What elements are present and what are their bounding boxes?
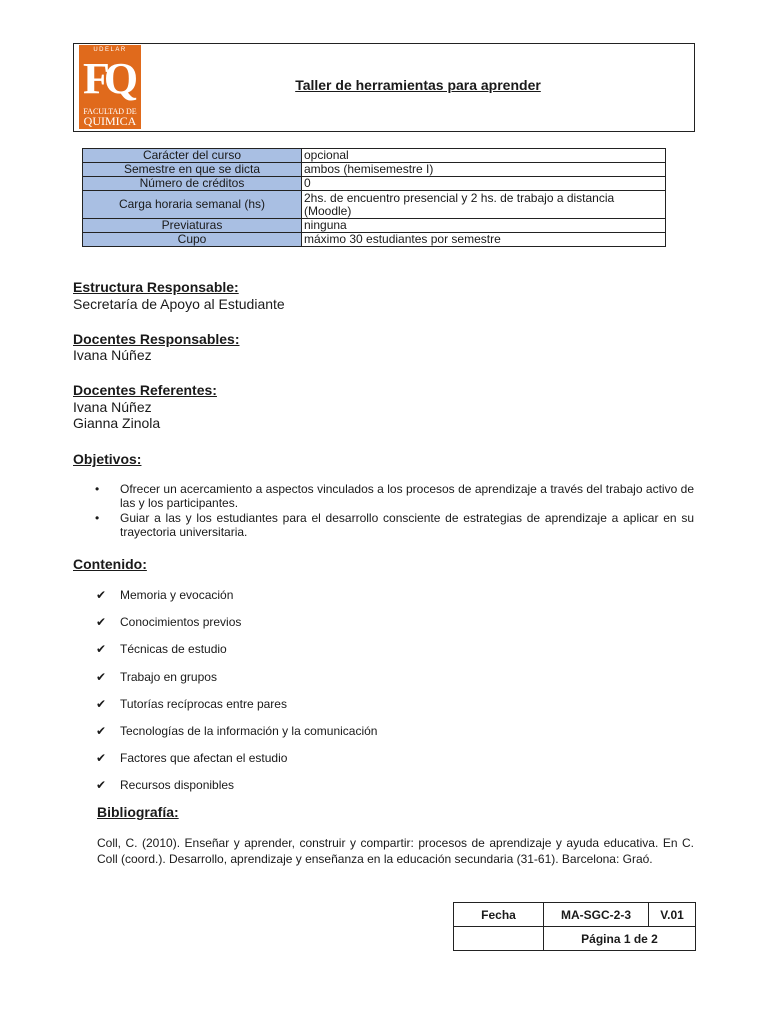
- contenido-item: Factores que afectan el estudio: [120, 751, 288, 765]
- estructura-value: Secretaría de Apoyo al Estudiante: [73, 296, 285, 312]
- bibliografia-text: Coll, C. (2010). Enseñar y aprender, construir y compartir: procesos de aprendizaje y ayuda educativa. En C. Coll (coord.). Desarrollo, aprendizaje y enseñanza en la educación secundaria (31-61). Barcelona: Graó.: [97, 836, 694, 866]
- info-value: 0: [302, 177, 666, 191]
- document-title: Taller de herramientas para aprender: [295, 77, 541, 93]
- info-label: Número de créditos: [83, 177, 302, 191]
- checkmark-icon: ✔: [96, 588, 107, 602]
- table-row: [454, 927, 696, 951]
- checkmark-icon: ✔: [96, 724, 107, 738]
- footer-code: MA-SGC-2-3: [544, 903, 649, 927]
- table-row: [83, 219, 666, 233]
- faculty-logo: [79, 45, 141, 129]
- course-info-table: [82, 148, 666, 247]
- bibliografia-heading: Bibliografía:: [97, 804, 179, 820]
- footer-version: V.01: [649, 903, 696, 927]
- logo-line-2: QUIMICA: [83, 114, 137, 128]
- table-row: [83, 233, 666, 247]
- logo-top-text: UDELAR: [93, 47, 127, 53]
- info-label: Semestre en que se dicta: [83, 163, 302, 177]
- contenido-item: Tecnologías de la información y la comunicación: [120, 724, 378, 738]
- table-row: [83, 191, 666, 219]
- contenido-item: Tutorías recíprocas entre pares: [120, 697, 287, 711]
- info-label: Carga horaria semanal (hs): [83, 191, 302, 219]
- contenido-item: Conocimientos previos: [120, 615, 242, 629]
- bullet-icon: •: [95, 511, 100, 525]
- info-value: opcional: [302, 149, 666, 163]
- docentes-referentes-value: Gianna Zinola: [73, 415, 161, 431]
- checkmark-icon: ✔: [96, 615, 107, 629]
- table-row: [83, 163, 666, 177]
- footer-fecha: Fecha: [454, 903, 544, 927]
- info-value: 2hs. de encuentro presencial y 2 hs. de trabajo a distancia (Moodle): [302, 191, 666, 219]
- estructura-heading: Estructura Responsable:: [73, 279, 239, 295]
- docentes-responsables-heading: Docentes Responsables:: [73, 331, 240, 347]
- table-row: [83, 177, 666, 191]
- docentes-referentes-heading: Docentes Referentes:: [73, 382, 217, 398]
- checkmark-icon: ✔: [96, 778, 107, 792]
- footer-page: Página 1 de 2: [544, 927, 696, 951]
- table-row: [454, 903, 696, 927]
- info-value: ninguna: [302, 219, 666, 233]
- contenido-item: Técnicas de estudio: [120, 642, 227, 656]
- table-row: [83, 149, 666, 163]
- objetivo-item: Ofrecer un acercamiento a aspectos vinculados a los procesos de aprendizaje a través del trabajo activo de las y los participantes.: [120, 482, 694, 510]
- contenido-heading: Contenido:: [73, 556, 147, 572]
- contenido-item: Trabajo en grupos: [120, 670, 217, 684]
- info-value: ambos (hemisemestre I): [302, 163, 666, 177]
- bullet-icon: •: [95, 482, 100, 496]
- info-label: Carácter del curso: [83, 149, 302, 163]
- checkmark-icon: ✔: [96, 751, 107, 765]
- docentes-responsables-value: Ivana Núñez: [73, 347, 152, 363]
- footer-table: [453, 902, 696, 951]
- objetivos-heading: Objetivos:: [73, 451, 142, 467]
- docentes-referentes-value: Ivana Núñez: [73, 399, 152, 415]
- checkmark-icon: ✔: [96, 642, 107, 656]
- logo-monogram: FQ: [83, 54, 133, 103]
- footer-empty-cell: [454, 927, 544, 951]
- checkmark-icon: ✔: [96, 697, 107, 711]
- logo-line-1: FACULTAD DE: [83, 107, 137, 116]
- info-label: Cupo: [83, 233, 302, 247]
- contenido-item: Recursos disponibles: [120, 778, 235, 792]
- objetivo-item: Guiar a las y los estudiantes para el desarrollo consciente de estrategias de aprendizaje a aplicar en su trayectoria universitaria.: [120, 511, 694, 539]
- info-label: Previaturas: [83, 219, 302, 233]
- info-value: máximo 30 estudiantes por semestre: [302, 233, 666, 247]
- checkmark-icon: ✔: [96, 670, 107, 684]
- contenido-item: Memoria y evocación: [120, 588, 234, 602]
